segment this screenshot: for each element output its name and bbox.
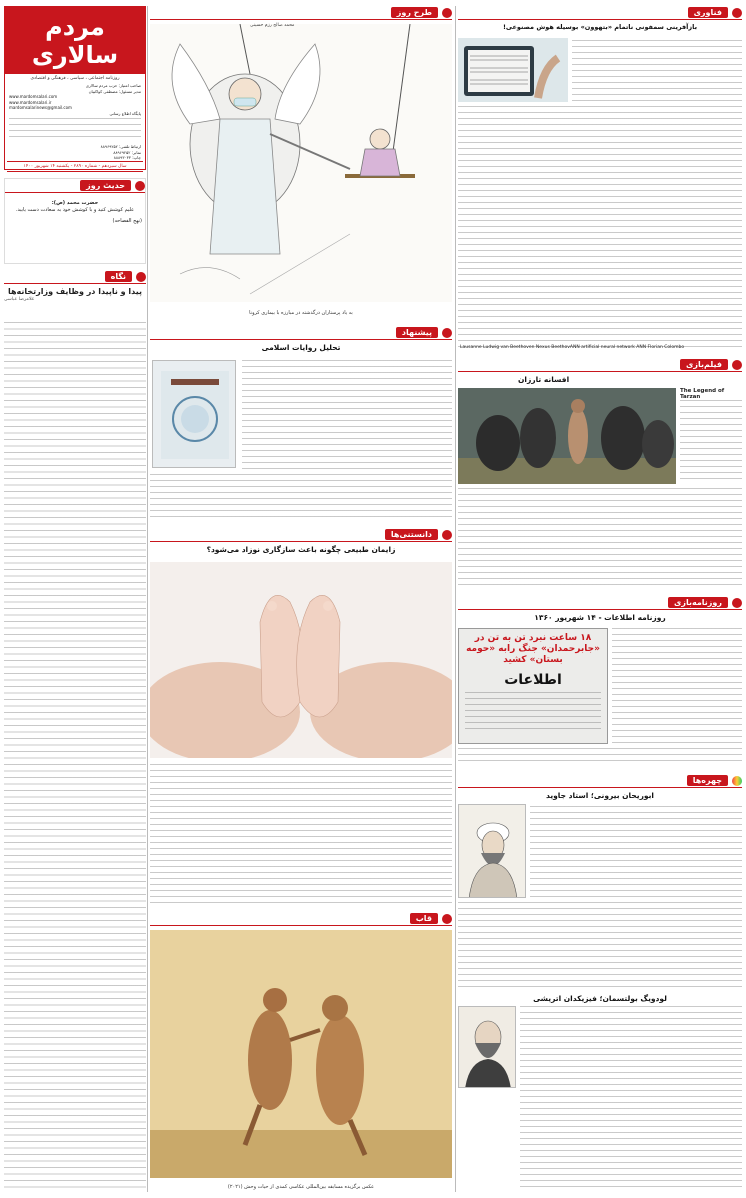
en-term: ANN [636, 345, 648, 350]
fanavari-header-label: فناوری [688, 7, 728, 18]
negah-section [4, 270, 146, 1192]
negah-body [4, 322, 146, 1192]
fanavari-body-top [572, 40, 742, 102]
chehreha-header [458, 774, 742, 788]
film-section [458, 358, 742, 590]
person2-body [520, 1006, 742, 1188]
lightbulb-icon [442, 328, 452, 338]
gheb-header [150, 912, 452, 926]
cartoon-header [150, 6, 452, 20]
ruznameh-header-label: روزنامه‌بازی [668, 597, 728, 608]
pishnehad-header [150, 326, 452, 340]
gheb-header-label: قاب [410, 913, 438, 924]
info-line: پایگاه اطلاع رسانی [109, 110, 141, 116]
ettelaat-headline: ۱۸ ساعت نبرد تن به تن در «جابرحمدان» جنگ رابه «حومه بستان» کشید [466, 633, 600, 665]
danestaniha-header [150, 528, 452, 542]
cartoon-artist: محمد صالح رزم حسینی [250, 23, 295, 28]
info-line[interactable]: www.mardomsalari.ir [9, 99, 52, 105]
negah-author: غلامرضا عباسی [4, 297, 35, 302]
column-divider [455, 6, 456, 1192]
chehreha-section [458, 774, 742, 1192]
tarzan-film-still [458, 388, 676, 484]
eye-icon [136, 272, 146, 282]
info-line[interactable]: www.mardomsalari.com [9, 94, 58, 99]
masthead-subtitle: روزنامه اجتماعی ، سیاسی ، فرهنگی و اقتصادی [30, 76, 120, 81]
pishnehad-section [150, 326, 452, 522]
kangaroo-photo [150, 930, 452, 1178]
column-divider [147, 6, 148, 1192]
ettelaat-body [465, 692, 601, 732]
film-header [458, 358, 742, 372]
baby-feet-image [150, 562, 452, 758]
danestaniha-title[interactable]: زایمان طبیعی چگونه باعث سازگاری نوزاد می‌شود؟ [206, 545, 396, 554]
person2-title[interactable]: لودویگ بولتسمان؛ فیزیکدان اتریشی [533, 994, 667, 1003]
fanavari-header [458, 6, 742, 20]
masthead [4, 6, 146, 170]
hadith-source: (نهج الفصاحه) [112, 218, 142, 224]
film-title[interactable]: افسانه تارزان [518, 375, 570, 384]
film-body-side [680, 400, 742, 484]
en-term: BeethovANN [551, 345, 582, 350]
boltzmann-portrait [458, 1006, 516, 1088]
hadith-header [5, 179, 145, 193]
tablet-music-photo [458, 38, 568, 102]
right-column [458, 6, 742, 1192]
camera-icon [442, 914, 452, 924]
cartoon-image [150, 24, 452, 302]
hadith-icon [135, 181, 145, 191]
cartoon-section [150, 6, 452, 322]
film-reel-icon [732, 360, 742, 370]
info-line: مدیر مسئول: مصطفی کواکبیان [88, 88, 141, 94]
hadith-body [5, 196, 145, 229]
ettelaat-newspaper-image [458, 628, 608, 744]
pishnehad-title[interactable]: تحلیل روایات اسلامی [261, 343, 341, 352]
info-line: چاپ: ۸۸۸۹۳۰۳۳ [113, 155, 141, 160]
faces-icon [732, 776, 742, 786]
negah-header-label: نگاه [105, 271, 132, 282]
info-line: نمابر: ۸۸۹۶۹۲۵۲ [113, 149, 141, 155]
pishnehad-body [242, 360, 452, 470]
ruznameh-body-bottom [458, 748, 742, 766]
info-line: ارتباط تلفنی: ۸۸۹۶۹۲۵۲ [100, 144, 141, 149]
masthead-title: مردم سالاری [5, 7, 145, 74]
hadith-box [4, 178, 146, 264]
ruznameh-title[interactable]: روزنامه اطلاعات - ۱۴ شهریور ۱۳۶۰ [534, 613, 666, 622]
film-body [458, 488, 742, 586]
negah-title[interactable]: پیدا و ناپیدا در وظایف وزارتخانه‌ها [7, 287, 143, 296]
pencil-icon [442, 8, 452, 18]
biruni-portrait [458, 804, 526, 898]
ruznameh-header [458, 596, 742, 610]
person1-body [458, 902, 742, 988]
info-icon [442, 530, 452, 540]
hadith-text: علیم کوشش کنید و با کوشش خود به سعادت دست یابید. [15, 207, 135, 213]
fanavari-body [458, 106, 742, 348]
film-header-label: فیلم‌بازی [680, 359, 728, 370]
gheb-section [150, 912, 452, 1192]
pishnehad-header-label: پیشنهاد [396, 327, 438, 338]
danestaniha-body [150, 764, 452, 904]
en-term: Lausanne [460, 345, 484, 350]
en-term: Florian Colombo [647, 345, 685, 350]
ruznameh-body [612, 628, 742, 746]
negah-header [4, 270, 146, 284]
pishnehad-body-continued [150, 474, 452, 518]
ettelaat-masthead: اطلاعات [504, 672, 562, 688]
info-line[interactable]: mardomsalarinews@gmail.com [9, 105, 72, 110]
en-term: Ludwig van Beethoven [483, 345, 536, 350]
newspaper-icon [732, 598, 742, 608]
chip-icon [732, 8, 742, 18]
info-line: صاحب امتیاز: حزب مردم سالاری [85, 83, 141, 88]
cartoon-caption: به یاد پرستاران درگذشته در مبارزه با بیماری کرونا [249, 310, 353, 316]
ruznameh-section [458, 596, 742, 768]
cartoon-header-label: طرح روز [391, 7, 438, 18]
issue-info: سال سیزدهم - شماره ۲۸۹۰ - یکشنبه ۱۴ شهریور ۱۴۰۰ [7, 161, 143, 172]
hadith-header-label: حدیث روز [80, 180, 131, 191]
film-en-title: The Legend of Tarzan [680, 388, 725, 400]
book-cover-image [152, 360, 236, 468]
fanavari-title[interactable]: بازآفرینی سمفونی ناتمام «بتهوون» بوسیله هوش مصنوعی! [502, 23, 698, 31]
danestaniha-header-label: دانستنی‌ها [385, 529, 438, 540]
chehreha-header-label: چهره‌ها [687, 775, 728, 786]
person1-body-top [530, 806, 742, 898]
left-column [4, 6, 146, 1192]
fanavari-section [458, 6, 742, 352]
en-term: artificial neural network [581, 345, 637, 350]
person1-title[interactable]: ابوریحان بیرونی؛ استاد جاوید [546, 791, 654, 800]
en-term: Nexus [535, 345, 552, 350]
gheb-caption: عکس برگزیده مسابقه بین‌المللی عکاسی کمدی از حیات وحش (۲۰۲۱) [227, 1184, 375, 1190]
masthead-info [5, 83, 145, 161]
middle-column [150, 6, 452, 1192]
hadith-author: حضرت محمد (ص): [51, 200, 99, 206]
danestaniha-section [150, 528, 452, 908]
fanavari-term-list [460, 345, 684, 350]
masthead-address-text [9, 118, 141, 142]
